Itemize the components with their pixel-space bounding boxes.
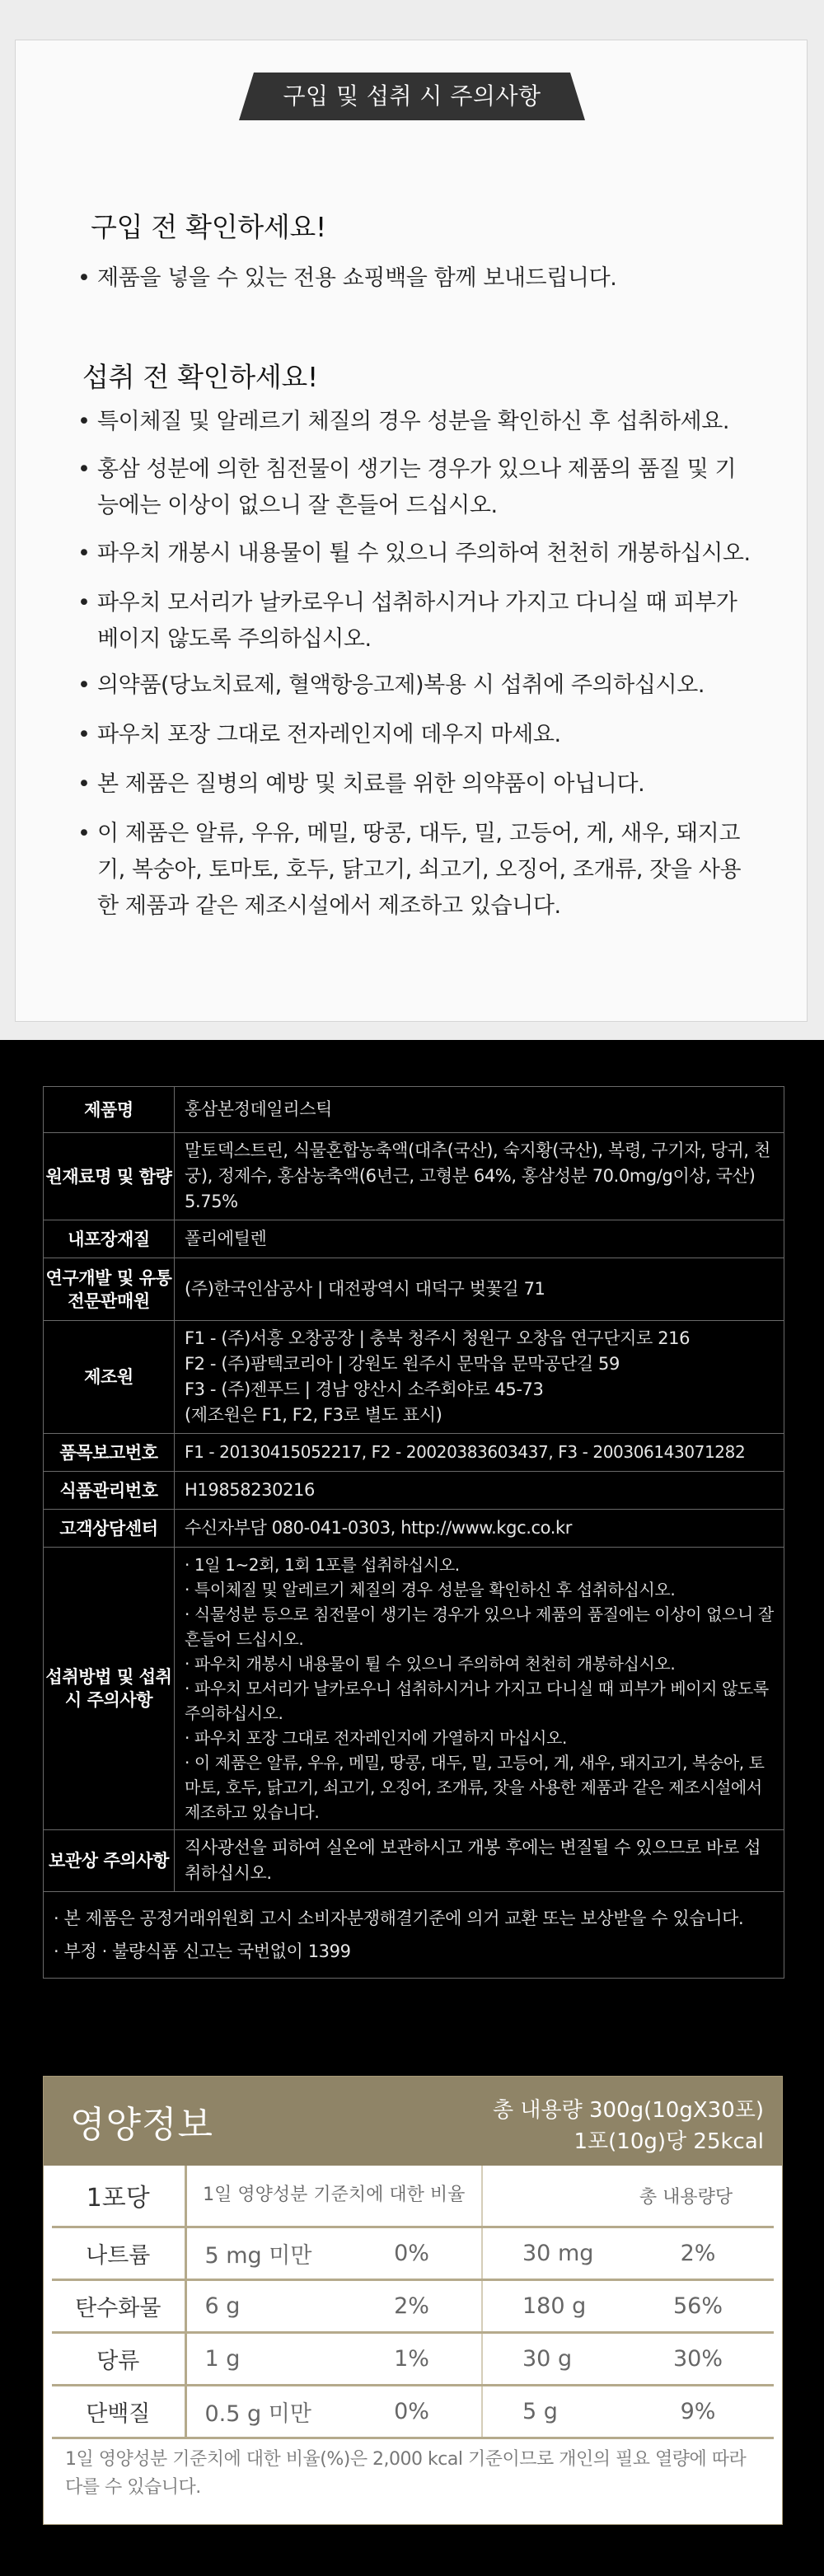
usage-line: · 이 제품은 알류, 우유, 메밀, 땅콩, 대두, 밀, 고등어, 게, 새우, 돼지고기, 복숭아, 토마토, 호두, 닭고기, 쇠고기, 오징어, 조개류, 잣을 사용한 제품과 같은 제조시설에서 제조하고 있습니다. (185, 1753, 765, 1822)
maker-line: F2 - (주)팜텍코리아 | 강원도 원주시 문막읍 문막공단길 59 (185, 1354, 620, 1374)
product-info-table (43, 1086, 784, 1979)
cs-key: 고객상담센터 (44, 1510, 175, 1548)
usage-line: · 특이체질 및 알레르기 체질의 경우 성분을 확인하신 후 섭취하십시오. (185, 1580, 676, 1599)
table-row (44, 1830, 784, 1892)
ingredients-key: 원재료명 및 함량 (44, 1133, 175, 1220)
nutrition-panel (43, 2076, 783, 2525)
storage-key: 보관상 주의사항 (44, 1830, 175, 1892)
product-name-key: 제품명 (44, 1087, 175, 1133)
total-amount: 30 mg (482, 2227, 622, 2279)
nutrient-name: 나트륨 (52, 2227, 185, 2279)
serving-amount: 5 mg 미만 (185, 2227, 342, 2279)
per-total-header: 총 내용량당 (482, 2166, 774, 2227)
banner-title: 구입 및 섭취 시 주의사항 (283, 82, 541, 110)
table-row (52, 2332, 774, 2385)
list-item: • 특이체질 및 알레르기 체질의 경우 성분을 확인하신 후 섭취하세요. (77, 409, 730, 434)
packaging-key: 내포장재질 (44, 1220, 175, 1258)
table-row (44, 1220, 784, 1258)
precautions-banner (239, 73, 585, 120)
list-item: • 파우치 포장 그대로 전자레인지에 데우지 마세요. (77, 722, 561, 747)
table-row (44, 1087, 784, 1133)
nutrition-serving: 1포(10g)당 25kcal (574, 2129, 764, 2154)
table-row (44, 1510, 784, 1548)
total-percent: 9% (622, 2385, 774, 2438)
usage-line: · 식물성분 등으로 침전물이 생기는 경우가 있으나 제품의 품질에는 이상이 없으니 잘 흔들어 드십시오. (185, 1604, 774, 1649)
nutrition-footnote: 1일 영양성분 기준치에 대한 비율(%)은 2,000 kcal 기준이므로 개인의 필요 열량에 따라 다를 수 있습니다. (65, 2449, 747, 2498)
before-purchase-heading: 구입 전 확인하세요! (91, 211, 326, 243)
nutrient-name: 당류 (52, 2332, 185, 2385)
before-intake-heading: 섭취 전 확인하세요! (82, 361, 318, 393)
total-percent: 56% (622, 2279, 774, 2332)
serving-percent: 0% (342, 2385, 482, 2438)
list-item: • 본 제품은 질병의 예방 및 치료를 위한 의약품이 아닙니다. (77, 771, 645, 797)
serving-amount: 6 g (185, 2279, 342, 2332)
ingredients-value: 말토덱스트린, 식물혼합농축액(대추(국산), 숙지황(국산), 복령, 구기자, 당귀, 천궁), 정제수, 홍삼농축액(6년근, 고형분 64%, 홍삼성분 70.0mg/g이상, 국산) 5.75% (175, 1133, 784, 1220)
list-item: • 의약품(당뇨치료제, 혈액항응고제)복용 시 섭취에 주의하십시오. (77, 672, 705, 698)
packaging-value: 폴리에틸렌 (175, 1220, 784, 1258)
product-name-value: 홍삼본정데일리스틱 (175, 1087, 784, 1133)
serving-percent: 0% (342, 2227, 482, 2279)
usage-line: · 파우치 포장 그대로 전자레인지에 가열하지 마십시오. (185, 1728, 567, 1748)
usage-key: 섭취방법 및 섭취시 주의사항 (44, 1548, 175, 1830)
maker-key: 제조원 (44, 1321, 175, 1434)
rnd-key: 연구개발 및 유통전문판매원 (44, 1258, 175, 1321)
serving-percent: 1% (342, 2332, 482, 2385)
serving-percent: 2% (342, 2279, 482, 2332)
total-percent: 2% (622, 2227, 774, 2279)
daily-ratio-header: 1일 영양성분 기준치에 대한 비율 (185, 2166, 482, 2227)
total-amount: 180 g (482, 2279, 622, 2332)
note-line: · 본 제품은 공정거래위원회 고시 소비자분쟁해결기준에 의거 교환 또는 보상받을 수 있습니다. (54, 1909, 744, 1928)
maker-value (175, 1321, 784, 1434)
mgmt-key: 식품관리번호 (44, 1472, 175, 1510)
nutrient-name: 탄수화물 (52, 2279, 185, 2332)
maker-line: F1 - (주)서흥 오창공장 | 충북 청주시 청원구 오창읍 연구단지로 216 (185, 1328, 691, 1348)
list-item: • 홍삼 성분에 의한 침전물이 생기는 경우가 있으나 제품의 품질 및 기능에는 이상이 없으니 잘 흔들어 드십시오. (77, 457, 737, 518)
table-row (52, 2166, 774, 2227)
table-row (44, 1133, 784, 1220)
nutrition-header (44, 2077, 782, 2166)
table-row (44, 1258, 784, 1321)
usage-line: · 파우치 모서리가 날카로우니 섭취하시거나 가지고 다니실 때 피부가 베이지 않도록 주의하십시오. (185, 1679, 769, 1723)
table-row (44, 1321, 784, 1434)
storage-value: 직사광선을 피하여 실온에 보관하시고 개봉 후에는 변질될 수 있으므로 바로 섭취하십시오. (175, 1830, 784, 1892)
usage-value (175, 1548, 784, 1830)
serving-amount: 1 g (185, 2332, 342, 2385)
rnd-value: (주)한국인삼공사 | 대전광역시 대덕구 벚꽃길 71 (175, 1258, 784, 1321)
info-notes (44, 1892, 784, 1979)
usage-line: · 파우치 개봉시 내용물이 튈 수 있으니 주의하여 천천히 개봉하십시오. (185, 1654, 676, 1674)
nutrient-name: 단백질 (52, 2385, 185, 2438)
maker-line: (제조원은 F1, F2, F3로 별도 표시) (185, 1405, 442, 1425)
table-row (44, 1892, 784, 1979)
table-row (44, 1548, 784, 1830)
list-item: • 이 제품은 알류, 우유, 메밀, 땅콩, 대두, 밀, 고등어, 게, 새우, 돼지고기, 복숭아, 토마토, 호두, 닭고기, 쇠고기, 오징어, 조개류, 잣을 사용한 제품과 같은 제조시설에서 제조하고 있습니다. (77, 821, 742, 919)
table-row (44, 1472, 784, 1510)
nutrition-table (52, 2166, 774, 2439)
total-percent: 30% (622, 2332, 774, 2385)
nutrition-total: 총 내용량 300g(10gX30포) (492, 2098, 764, 2123)
total-amount: 30 g (482, 2332, 622, 2385)
list-item: • 파우치 모서리가 날카로우니 섭취하시거나 가지고 다니실 때 피부가 베이지 않도록 주의하십시오. (77, 590, 737, 652)
usage-line: · 1일 1~2회, 1회 1포를 섭취하십시오. (185, 1555, 460, 1575)
nutrition-title: 영양정보 (70, 2104, 214, 2146)
per-serving-header: 1포당 (52, 2166, 185, 2227)
table-row (52, 2385, 774, 2438)
precautions-section (0, 0, 824, 1040)
report-key: 품목보고번호 (44, 1434, 175, 1472)
table-row (44, 1434, 784, 1472)
note-line: · 부정 · 불량식품 신고는 국번없이 1399 (54, 1941, 351, 1961)
list-item: • 제품을 넣을 수 있는 전용 쇼핑백을 함께 보내드립니다. (77, 265, 617, 291)
table-row (52, 2227, 774, 2279)
maker-line: F3 - (주)젠푸드 | 경남 양산시 소주회야로 45-73 (185, 1379, 544, 1399)
table-row (52, 2279, 774, 2332)
report-value: F1 - 20130415052217, F2 - 20020383603437, F3 - 200306143071282 (175, 1434, 784, 1472)
total-amount: 5 g (482, 2385, 622, 2438)
list-item: • 파우치 개봉시 내용물이 튈 수 있으니 주의하여 천천히 개봉하십시오. (77, 541, 751, 566)
serving-amount: 0.5 g 미만 (185, 2385, 342, 2438)
mgmt-value: H19858230216 (175, 1472, 784, 1510)
cs-value: 수신자부담 080-041-0303, http://www.kgc.co.kr (175, 1510, 784, 1548)
